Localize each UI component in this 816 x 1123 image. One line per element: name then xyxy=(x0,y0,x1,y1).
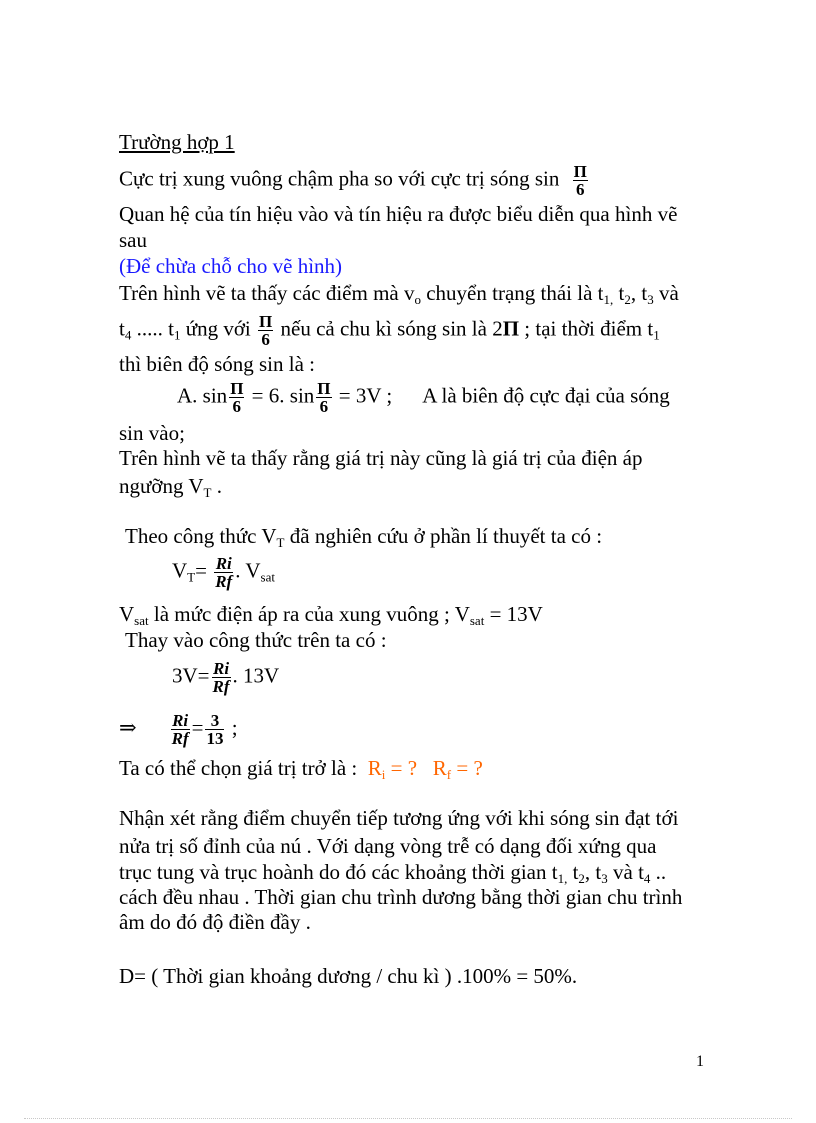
section-heading: Trường hợp 1 xyxy=(119,130,235,154)
line-theory-formula: Theo công thức $V_T$ đã nghiên cứu ở phần lí thuyết ta có : xyxy=(125,524,603,550)
line-threshold-2: ngưỡng $V_T$ . xyxy=(119,474,222,500)
fraction-ri-over-rf: $\frac{Ri}{Rf}$ xyxy=(215,554,233,591)
line-phase-lag: Cực trị xung vuông chậm pha so với cực trị sóng sin $\frac{\Pi}{6}$ xyxy=(119,162,587,199)
page-bottom-divider xyxy=(24,1118,792,1119)
duty-cycle-line: D= ( Thời gian khoảng dương / chu kì ) .100% = 50%. xyxy=(119,964,578,988)
fraction-ri-over-rf: $\frac{Ri}{Rf}$ xyxy=(171,711,189,748)
line-amplitude-intro: thì biên độ sóng sin là : xyxy=(119,352,315,376)
line-resistor-choice: Ta có thể chọn giá trị trở là : $R_i$ = ? $R_f$ = ? xyxy=(119,756,483,782)
paragraph-line-2: nửa trị số đỉnh của nú . Với dạng vòng trễ có dạng đối xứng qua xyxy=(119,834,657,858)
line-sin-input: sin vào; xyxy=(119,421,185,445)
paragraph-line-1: Nhận xét rằng điểm chuyển tiếp tương ứng với khi sóng sin đạt tới xyxy=(119,806,679,830)
fraction-ri-over-rf: $\frac{Ri}{Rf}$ xyxy=(212,659,230,696)
fraction-pi-over-6: $\frac{\Pi}{6}$ xyxy=(230,379,244,416)
fraction-pi-over-6: $\frac{\Pi}{6}$ xyxy=(259,312,273,349)
paragraph-line-3: trục tung và trục hoành do đó các khoảng thời gian $t_{1,}$ $t_2$, $t_3$ và $t_4$ .. xyxy=(119,860,667,886)
line-amplitude-formula: A. sin $\frac{\Pi}{6}$ = 6. sin $\frac{\Pi}{6}$ = 3V ; A là biên độ cực đại của sóng xyxy=(177,379,670,416)
line-transition-points: Trên hình vẽ ta thấy các điểm mà $v_o$ chuyển trạng thái là $t_{1,}$ $t_2$, $t_3$ và xyxy=(119,281,679,307)
line-substitute: Thay vào công thức trên ta có : xyxy=(125,628,387,652)
fraction-3-over-13: $\frac{3}{13}$ xyxy=(206,711,224,748)
paragraph-line-5: âm do đó độ điền đầy . xyxy=(119,910,311,934)
resistor-values: $R_i$ = ? $R_f$ = ? xyxy=(367,756,483,782)
line-threshold-1: Trên hình vẽ ta thấy rằng giá trị này cũng là giá trị của điện áp xyxy=(119,446,643,470)
formula-ratio: ⇒ $\frac{Ri}{Rf}$ = $\frac{3}{13}$ ; xyxy=(119,711,238,748)
fraction-pi-over-6: $\frac{\Pi}{6}$ xyxy=(573,162,587,199)
formula-vt: $V_T=$ $\frac{Ri}{Rf}$ . $V_{sat}$ xyxy=(172,554,275,591)
implies-arrow: ⇒ xyxy=(119,715,137,740)
line-relation-1: Quan hệ của tín hiệu vào và tín hiệu ra được biểu diễn qua hình vẽ xyxy=(119,202,678,226)
page-number: 1 xyxy=(696,1053,704,1070)
line-period: $t_4$ ..... $t_1$ ứng với $\frac{\Pi}{6}$ nếu cả chu kì sóng sin là 2Π ; tại thời điểm $t_1$ xyxy=(119,312,660,349)
line-vsat: $V_{sat}$ là mức điện áp ra của xung vuông ; $V_{sat} = 13V$ xyxy=(119,602,543,628)
fraction-pi-over-6: $\frac{\Pi}{6}$ xyxy=(317,379,331,416)
formula-3v: 3V= $\frac{Ri}{Rf}$ . 13V xyxy=(172,659,280,696)
paragraph-line-4: cách đều nhau . Thời gian chu trình dương bằng thời gian chu trình xyxy=(119,885,683,909)
figure-placeholder-note: (Để chừa chỗ cho vẽ hình) xyxy=(119,254,343,278)
line-relation-2: sau xyxy=(119,228,147,252)
